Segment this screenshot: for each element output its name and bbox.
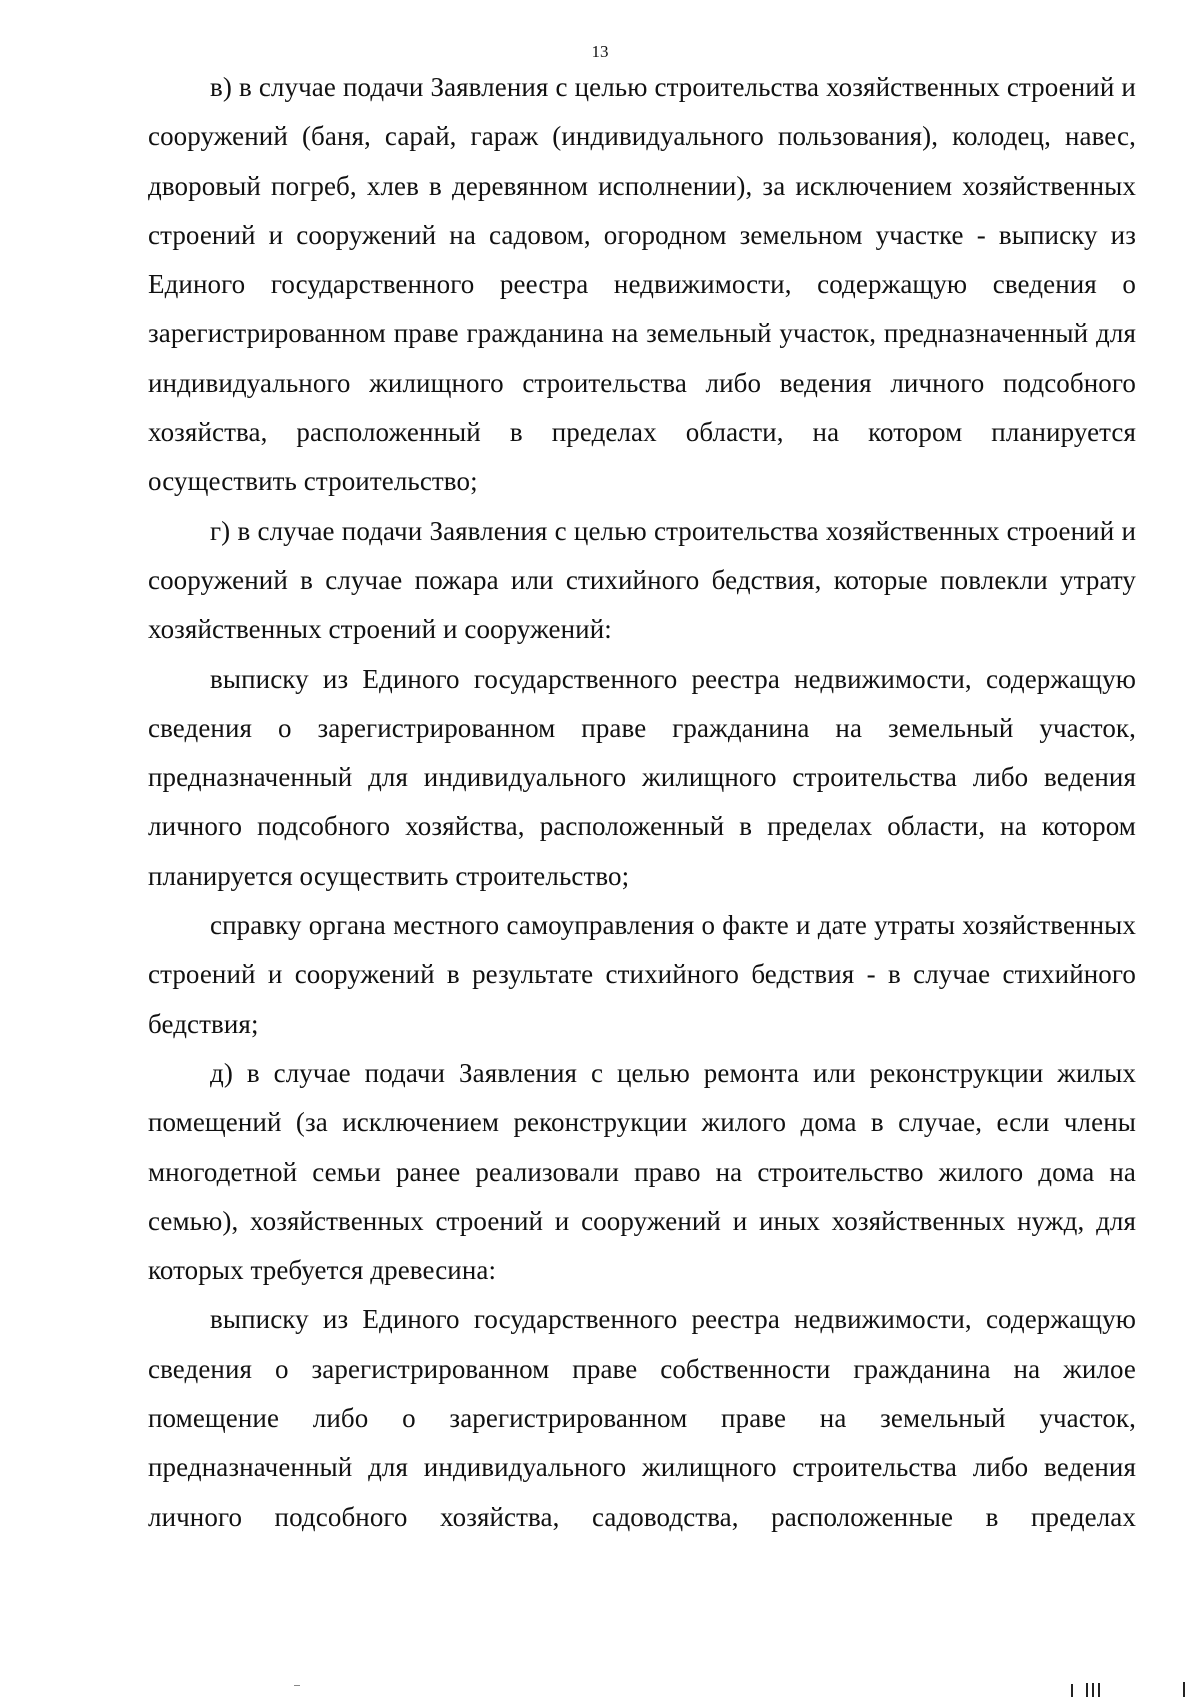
page-number: 13 bbox=[591, 42, 609, 61]
scan-artifact-dash bbox=[294, 1685, 300, 1686]
paragraph-v: в) в случае подачи Заявления с целью строительства хозяйственных строений и сооружений (баня, сарай, гараж (индивидуального пользования), колодец, навес, дворовый погреб, хлев в деревянном исполнении), за исключением хозяйственных строений и сооружений на садовом, огородном земельном участке - выписку из Единого государственного реестра недвижимости, содержащую сведения о зарегистрированном праве гражданина на земельный участок, предназначенный для индивидуального жилищного строительства либо ведения личного подсобного хозяйства, расположенный в пределах области, на котором планируется осуществить строительство; bbox=[148, 72, 1136, 497]
scan-artifact-ticks bbox=[1086, 1683, 1088, 1697]
document-body bbox=[148, 63, 1136, 1542]
paragraph-d-extract: выписку из Единого государственного реестра недвижимости, содержащую сведения о зарегистрированном праве собственности гражданина на жилое помещение либо о зарегистрированном праве на земельный участок, предназначенный для индивидуального жилищного строительства либо ведения личного подсобного хозяйства, садоводства, расположенные в пределах bbox=[148, 1304, 1136, 1532]
paragraph-g-certificate: справку органа местного самоуправления о факте и дате утраты хозяйственных строений и сооружений в результате стихийного бедствия - в случае стихийного бедствия; bbox=[148, 910, 1136, 1039]
scan-artifact-ticks bbox=[1071, 1684, 1073, 1697]
scan-artifact-ticks bbox=[1183, 1682, 1185, 1697]
paragraph-g: г) в случае подачи Заявления с целью строительства хозяйственных строений и сооружений в случае пожара или стихийного бедствия, которые повлекли утрату хозяйственных строений и сооружений: bbox=[148, 515, 1136, 645]
scan-artifact-ticks bbox=[1092, 1683, 1094, 1697]
scan-artifact-ticks bbox=[1098, 1683, 1100, 1697]
paragraph-g-extract: выписку из Единого государственного реестра недвижимости, содержащую сведения о зарегистрированном праве гражданина на земельный участок, предназначенный для индивидуального жилищного строительства либо ведения личного подсобного хозяйства, расположенный в пределах области, на котором планируется осуществить строительство; bbox=[148, 663, 1136, 891]
paragraph-d: д) в случае подачи Заявления с целью ремонта или реконструкции жилых помещений (за исключением реконструкции жилого дома в случае, если члены многодетной семьи ранее реализовали право на строительство жилого дома на семью), хозяйственных строений и сооружений и иных хозяйственных нужд, для которых требуется древесина: bbox=[148, 1057, 1136, 1286]
